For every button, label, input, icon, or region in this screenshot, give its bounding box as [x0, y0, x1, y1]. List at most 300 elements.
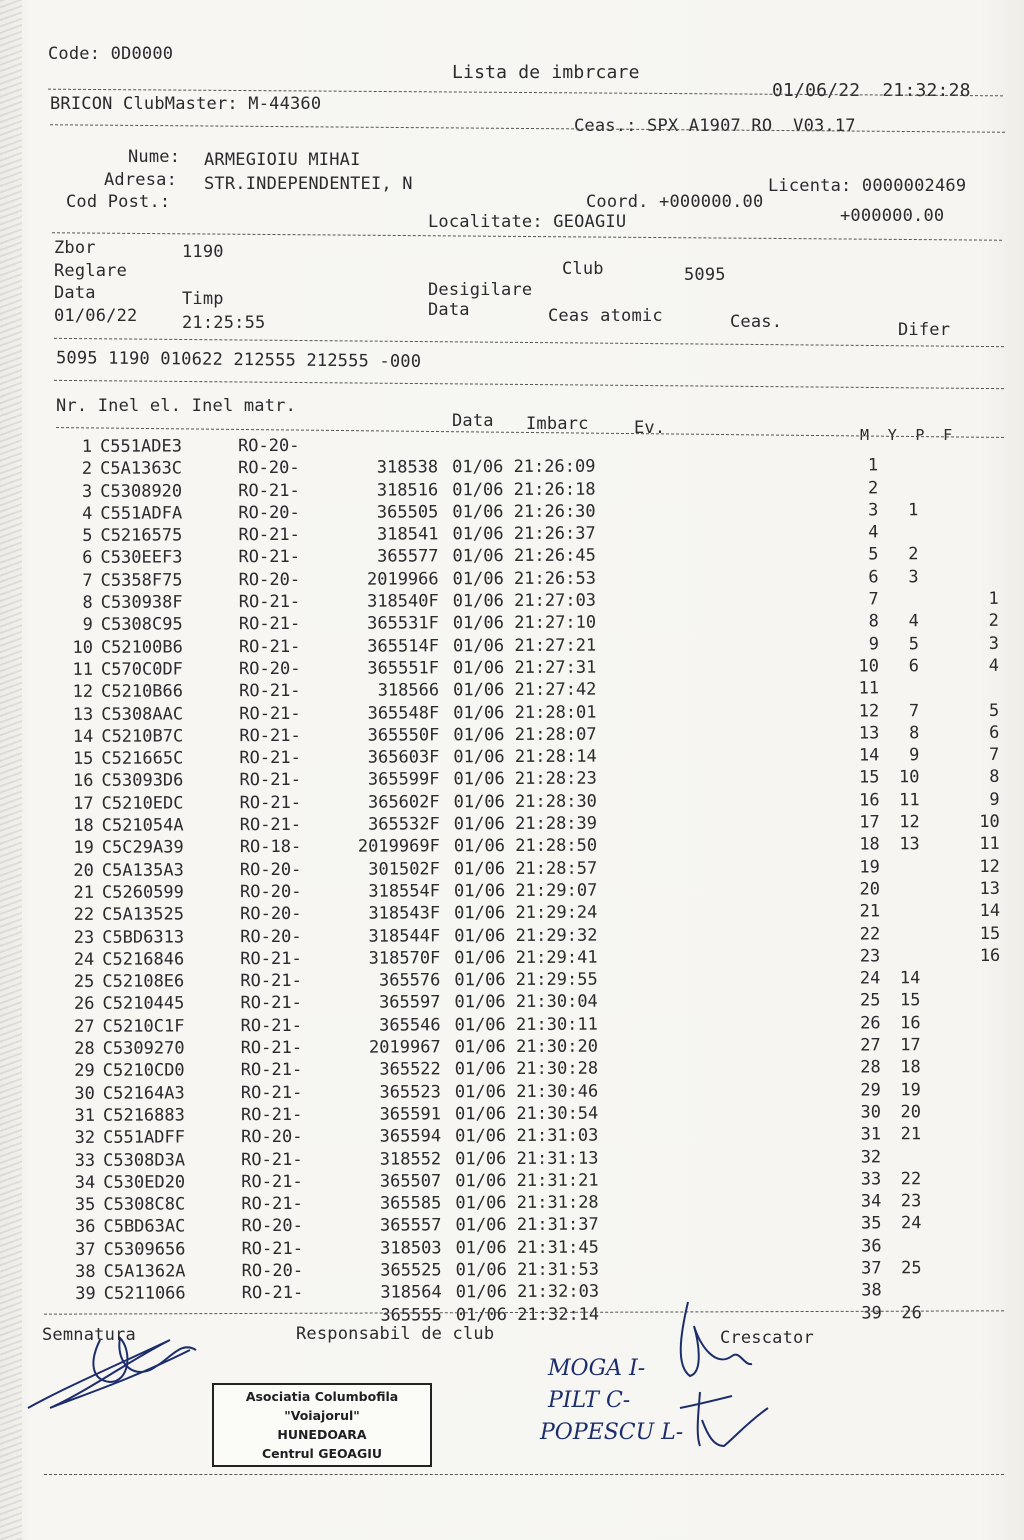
cell-ev: [612, 522, 842, 545]
cell-m: 26: [860, 1013, 881, 1034]
cell-m: 23: [859, 946, 881, 967]
cell-date: 01/06 21:29:07: [453, 880, 598, 902]
club-responsible-label: Responsabil de club: [296, 1324, 495, 1344]
cell-inel: C551ADFA: [100, 503, 183, 524]
cell-inel: C570C0DF: [100, 659, 183, 680]
cell-m: 27: [860, 1035, 881, 1056]
cell-pre: RO-21-: [240, 1060, 303, 1081]
cell-f: [961, 1190, 1001, 1212]
cell-ev: [615, 1213, 845, 1236]
cell-p: [920, 900, 960, 922]
cell-nr: 30: [74, 1083, 95, 1104]
cell-m: 15: [858, 767, 880, 788]
cell-pre: RO-21-: [239, 770, 301, 791]
cell-nr: 39: [75, 1284, 96, 1305]
cell-pre: RO-20-: [238, 458, 300, 479]
cell-pre: RO-21-: [240, 1037, 303, 1059]
cell-num: 2019969F: [357, 836, 440, 858]
cell-m: 33: [860, 1169, 882, 1190]
breeder-label: Crescator: [720, 1328, 814, 1348]
cell-p: [922, 1302, 962, 1324]
cell-nr: 27: [74, 1016, 95, 1037]
cell-y: 11: [899, 789, 920, 811]
cell-nr: 12: [72, 682, 94, 703]
cell-f: 2: [988, 611, 999, 632]
boarding-table: [50, 432, 1002, 1328]
cell-pre: RO-21-: [238, 480, 300, 501]
clock-label: Ceas.: SPX A1907 RO V03.17: [574, 116, 856, 136]
cell-date: 01/06 21:27:03: [452, 590, 597, 612]
cell-f: 1: [988, 588, 999, 609]
cell-date: 01/06 21:30:46: [454, 1081, 599, 1102]
cell-date: 01/06 21:30:04: [454, 992, 598, 1013]
cell-y: 17: [900, 1035, 921, 1056]
time-label: Timp: [182, 289, 224, 309]
cell-num: 365557: [379, 1215, 442, 1236]
cell-y: [880, 945, 920, 967]
cell-m: 9: [868, 634, 879, 655]
cell-num: 318566: [377, 680, 440, 701]
cell-ev: [613, 678, 843, 701]
cell-date: 01/06 21:28:50: [453, 835, 598, 857]
cell-p: [918, 499, 958, 521]
cell-inel: C5210CD0: [102, 1060, 185, 1082]
signature-scribble: [20, 1320, 220, 1420]
cell-inel: C5A135A3: [101, 860, 184, 881]
cell-m: 17: [859, 812, 880, 833]
cell-p: [919, 722, 959, 744]
unsealing-date-label: Data: [428, 300, 470, 320]
cell-y: 16: [900, 1012, 921, 1034]
cell-p: [921, 1034, 961, 1056]
cell-nr: 36: [74, 1217, 96, 1238]
cell-date: 01/06 21:28:23: [453, 769, 597, 790]
cell-num: 365555: [380, 1304, 442, 1326]
cell-num: 318538: [376, 457, 439, 478]
cell-date: 01/06 21:28:14: [453, 746, 597, 768]
cell-num: 318541: [376, 524, 439, 545]
cell-f: [958, 476, 998, 498]
cell-inel: C5A1363C: [100, 458, 183, 480]
cell-f: 9: [989, 789, 1000, 810]
cell-inel: C5A13525: [102, 904, 185, 926]
divider: [52, 232, 1002, 240]
cell-y: [881, 1146, 921, 1168]
setting-label: Reglare: [54, 261, 128, 281]
flight-summary: 5095 1190 010622 212555 212555 -000: [55, 348, 422, 372]
cell-y: [878, 432, 918, 454]
cell-f: 16: [979, 945, 1001, 966]
cell-f: 13: [979, 878, 1001, 899]
cell-y: 5: [908, 633, 919, 654]
flight-label: Zbor: [54, 238, 96, 258]
cell-y: 8: [909, 723, 920, 744]
cell-inel: C5210B66: [101, 681, 184, 703]
cell-ev: [615, 1124, 845, 1147]
cell-date: 01/06 21:26:30: [452, 501, 596, 523]
cell-m: 29: [860, 1079, 881, 1101]
cell-nr: 20: [73, 860, 94, 881]
unsealing-label: Desigilare: [428, 280, 533, 300]
cell-f: [962, 1257, 1002, 1279]
cell-y: 7: [908, 700, 920, 721]
cell-nr: 22: [73, 905, 95, 926]
cell-p: [921, 1101, 961, 1123]
cell-f: [961, 1012, 1001, 1034]
cell-date: 01/06 21:29:41: [454, 947, 598, 969]
cell-ev: [612, 544, 842, 567]
cell-ev: [612, 455, 842, 478]
cell-y: 24: [900, 1213, 922, 1234]
cell-date: 01/06 21:28:57: [453, 858, 598, 879]
cell-nr: 34: [74, 1172, 96, 1193]
divider: [54, 338, 1004, 347]
cell-p: [918, 521, 958, 543]
cell-nr: 25: [73, 971, 95, 993]
cell-inel: C5216883: [102, 1105, 185, 1126]
cell-p: [919, 655, 959, 677]
cell-pre: RO-20-: [240, 904, 302, 925]
cell-f: 3: [988, 633, 999, 654]
handwritten-name-3: POPESCU L-: [540, 1420, 684, 1445]
cell-inel: C551ADE3: [100, 436, 182, 457]
cell-date: 01/06 21:31:13: [455, 1148, 599, 1169]
cell-p: [921, 1212, 961, 1234]
cell-num: 301502F: [368, 858, 440, 880]
col-m-y-p-f: M Y P F: [860, 426, 953, 444]
cell-inel: C5A1362A: [103, 1261, 186, 1282]
cell-m: 32: [860, 1146, 882, 1167]
cell-m: 3: [868, 500, 879, 521]
cell-inel: C5210B7C: [101, 726, 184, 747]
cell-nr: 8: [82, 592, 93, 613]
cell-pre: RO-21-: [241, 1171, 303, 1192]
cell-inel: C5BD6313: [102, 926, 185, 948]
cell-ev: [613, 722, 843, 745]
cell-f: 11: [979, 834, 1000, 855]
cell-y: 15: [899, 990, 921, 1011]
col-event: Ev.: [634, 418, 666, 438]
cell-p: [918, 477, 958, 499]
cell-inel: C52100B6: [100, 637, 183, 658]
cell-f: [961, 1078, 1001, 1100]
cell-f: 6: [989, 722, 1000, 743]
cell-y: 12: [899, 812, 920, 833]
cell-f: [958, 499, 998, 521]
cell-date: 01/06 21:31:37: [455, 1215, 599, 1236]
cell-pre: RO-21-: [239, 681, 301, 702]
cell-ev: [612, 477, 842, 500]
cell-date: 01/06 21:26:18: [452, 479, 596, 500]
cell-date: 01/06 21:26:37: [452, 523, 596, 545]
cell-p: [921, 1146, 961, 1168]
cell-p: [919, 588, 959, 610]
cell-p: [920, 811, 960, 833]
cell-m: 7: [868, 589, 879, 610]
cell-nr: 24: [73, 949, 95, 970]
cell-m: 18: [859, 834, 880, 855]
cell-inel: C5211066: [103, 1283, 186, 1305]
atomic-clock-label: Ceas atomic: [548, 306, 663, 326]
cell-inel: C5358F75: [100, 570, 183, 591]
boarding-table-body: [50, 432, 1002, 1328]
cell-ev: [614, 812, 844, 835]
cell-pre: RO-21-: [240, 948, 302, 970]
cell-p: [921, 1123, 961, 1145]
cell-inel: C5216846: [102, 949, 185, 970]
cell-date: 01/06 21:29:32: [454, 925, 598, 946]
cell-m: 16: [859, 790, 880, 811]
cell-f: [961, 1034, 1001, 1056]
cell-date: 01/06 21:30:54: [454, 1103, 599, 1125]
divider: [50, 124, 1005, 133]
cell-date: 01/06 21:31:28: [455, 1192, 599, 1214]
cell-m: 38: [861, 1280, 882, 1301]
cell-y: 6: [908, 656, 920, 677]
cell-f: [960, 967, 1000, 989]
cell-y: [878, 521, 918, 543]
cell-inel: C5210EDC: [101, 793, 184, 814]
cell-nr: 38: [75, 1261, 96, 1282]
cell-ev: [613, 611, 843, 634]
cell-nr: 16: [72, 771, 94, 792]
cell-p: [918, 454, 958, 476]
cell-ev: [615, 1012, 845, 1035]
cell-ev: [614, 789, 844, 812]
cell-m: 14: [858, 745, 880, 766]
cell-ev: [612, 499, 842, 522]
cell-num: 2019966: [366, 569, 439, 590]
cell-date: 01/06 21:27:42: [453, 679, 597, 701]
cell-m: 5: [868, 544, 879, 565]
cell-ev: [615, 1235, 845, 1258]
date-label: Data: [54, 283, 96, 303]
cell-num: 365548F: [367, 702, 440, 724]
cell-p: [919, 766, 959, 788]
cell-p: [921, 1168, 961, 1190]
cell-num: 365525: [380, 1260, 442, 1281]
cell-m: 1: [867, 455, 879, 476]
cell-ev: [614, 990, 844, 1013]
cell-date: 01/06 21:28:39: [453, 813, 598, 835]
cell-inel: C5308C95: [100, 614, 183, 636]
setting-date: 01/06/22: [54, 306, 138, 326]
cell-num: 318503: [380, 1237, 442, 1259]
cell-m: 34: [860, 1191, 882, 1212]
cell-y: 14: [899, 968, 921, 989]
cell-pre: RO-20-: [241, 1260, 304, 1282]
cell-ev: [613, 745, 843, 768]
cell-num: 365576: [378, 970, 441, 991]
club-number: 5095: [684, 265, 726, 285]
cell-m: 6: [868, 567, 879, 588]
setting-time: 21:25:55: [182, 313, 266, 333]
cell-date: 01/06 21:31:53: [455, 1259, 599, 1281]
cell-f: 5: [988, 700, 1000, 721]
cell-nr: 3: [81, 481, 93, 502]
cell-y: [880, 923, 920, 945]
cell-f: [961, 1145, 1001, 1167]
cell-num: 318544F: [368, 925, 441, 947]
cell-ev: [613, 633, 843, 656]
cell-ev: [613, 566, 843, 589]
cell-p: [920, 989, 960, 1011]
cell-m: 2: [867, 477, 879, 499]
cell-p: [921, 1235, 961, 1257]
cell-m: 19: [859, 857, 880, 878]
cell-pre: RO-20-: [239, 881, 302, 903]
cell-num: 365597: [379, 992, 441, 1013]
cell-p: [921, 1079, 961, 1101]
cell-f: [959, 677, 999, 699]
stamp-line-2: "Voiajorul": [284, 1408, 360, 1423]
cell-f: [961, 1235, 1001, 1257]
cell-pre: RO-21-: [238, 636, 301, 657]
cell-nr: 9: [82, 615, 93, 636]
handwritten-name-2: PILT C-: [548, 1388, 631, 1413]
col-boarding: Imbarc: [526, 414, 589, 434]
cell-p: [920, 789, 960, 811]
cell-f: [961, 1056, 1001, 1078]
cell-date: 01/06 21:31:45: [455, 1237, 599, 1258]
cell-inel: C5210445: [102, 993, 185, 1015]
cell-p: [919, 633, 959, 655]
cell-y: [879, 588, 919, 610]
cell-num: 318543F: [368, 903, 441, 924]
cell-m: 25: [859, 990, 881, 1011]
cell-p: [920, 833, 960, 855]
flight-number: 1190: [182, 242, 224, 262]
cell-f: [960, 989, 1000, 1011]
difference-label: Difer: [898, 320, 951, 340]
cell-num: 365602F: [367, 792, 440, 813]
cell-pre: RO-20-: [238, 435, 300, 457]
coordinates: Coord. +000000.00: [586, 192, 764, 212]
cell-inel: C5BD63AC: [103, 1216, 186, 1238]
cell-m: 31: [860, 1124, 882, 1145]
cell-y: 4: [908, 611, 919, 632]
cell-num: 365599F: [367, 769, 440, 791]
cell-pre: RO-21-: [240, 1015, 303, 1036]
cell-m: 35: [860, 1213, 882, 1234]
cell-p: [920, 967, 960, 989]
cell-nr: 15: [72, 748, 94, 770]
cell-inel: C521665C: [101, 748, 184, 769]
stamp-line-4: Centrul GEOAGIU: [261, 1446, 383, 1461]
cell-date: 01/06 21:29:55: [454, 969, 598, 991]
cell-ev: [612, 433, 842, 456]
cell-y: [879, 677, 919, 699]
cell-inel: C5308D3A: [103, 1149, 186, 1171]
cell-num: 365551F: [367, 658, 440, 679]
clubmaster-label: BRICON ClubMaster: M-44360: [50, 94, 322, 114]
cell-num: 365522: [379, 1059, 441, 1080]
cell-y: 25: [901, 1258, 922, 1279]
cell-f: [962, 1301, 1002, 1323]
cell-nr: 21: [73, 882, 95, 903]
cell-f: 8: [989, 767, 1000, 788]
cell-nr: 14: [72, 726, 94, 747]
cell-date: 01/06 21:26:09: [452, 456, 596, 478]
cell-pre: RO-21-: [238, 525, 300, 546]
cell-f: [959, 566, 999, 588]
cell-f: [961, 1168, 1001, 1190]
cell-y: 26: [901, 1302, 922, 1323]
owner-address: STR.INDEPENDENTEI, N: [204, 174, 413, 194]
cell-pre: RO-20-: [239, 859, 302, 880]
cell-inel: C5309270: [102, 1038, 185, 1059]
cell-y: [880, 900, 920, 922]
cell-nr: 17: [73, 793, 94, 814]
cell-ev: [613, 589, 843, 612]
cell-m: 37: [861, 1258, 882, 1279]
stamp-line-3: HUNEDOARA: [277, 1427, 367, 1442]
cell-p: [918, 432, 958, 454]
cell-ev: [613, 656, 843, 679]
cell-y: 9: [909, 745, 920, 766]
cell-pre: RO-21-: [241, 1149, 303, 1170]
cell-y: 3: [908, 566, 919, 588]
cell-ev: [614, 856, 844, 879]
cell-y: 23: [900, 1191, 922, 1212]
cell-inel: C551ADFF: [103, 1127, 185, 1148]
divider: [54, 380, 1004, 389]
cell-pre: RO-21-: [238, 614, 301, 635]
cell-f: 14: [979, 901, 1001, 922]
club-label: Club: [562, 259, 604, 279]
cell-nr: 23: [73, 927, 95, 948]
cell-num: 318554F: [368, 881, 441, 902]
cell-p: [919, 610, 959, 632]
cell-nr: 13: [72, 704, 94, 725]
cell-ev: [613, 767, 843, 790]
cell-date: 01/06 21:31:03: [455, 1125, 599, 1147]
clock-col-label: Ceas.: [730, 312, 783, 332]
cell-num: [346, 434, 452, 457]
cell-nr: 19: [73, 838, 94, 859]
cell-nr: 26: [73, 994, 95, 1015]
cell-p: [920, 878, 960, 900]
cell-ev: [615, 1079, 845, 1102]
cell-date: 01/06 21:30:20: [454, 1036, 599, 1058]
cell-nr: 35: [74, 1194, 96, 1215]
cell-y: [878, 455, 918, 477]
cell-inel: C5210C1F: [102, 1016, 185, 1037]
postal-code-label: Cod Post.:: [66, 192, 171, 212]
cell-y: [881, 1235, 921, 1257]
cell-ev: [615, 1057, 845, 1080]
cell-num: 365603F: [367, 747, 440, 768]
cell-date: 01/06 21:28:07: [453, 724, 597, 746]
cell-num: 365505: [376, 502, 439, 523]
cell-date: 01/06 21:32:14: [455, 1304, 600, 1325]
cell-pre: RO-20-: [238, 658, 301, 680]
cell-num: 365577: [377, 546, 439, 568]
cell-ev: [615, 1146, 845, 1169]
cell-pre: RO-21-: [240, 1104, 303, 1126]
cell-p: [921, 1012, 961, 1034]
cell-inel: C53093D6: [101, 770, 184, 792]
cell-f: 7: [989, 745, 1000, 766]
cell-y: [880, 878, 920, 900]
cell-p: [920, 923, 960, 945]
cell-ev: [614, 945, 844, 968]
cell-pre: RO-21-: [240, 993, 302, 1014]
cell-p: [921, 1056, 961, 1078]
cell-nr: 32: [74, 1128, 96, 1149]
cell-p: [922, 1279, 962, 1301]
owner-address-label: Adresa:: [104, 170, 178, 190]
